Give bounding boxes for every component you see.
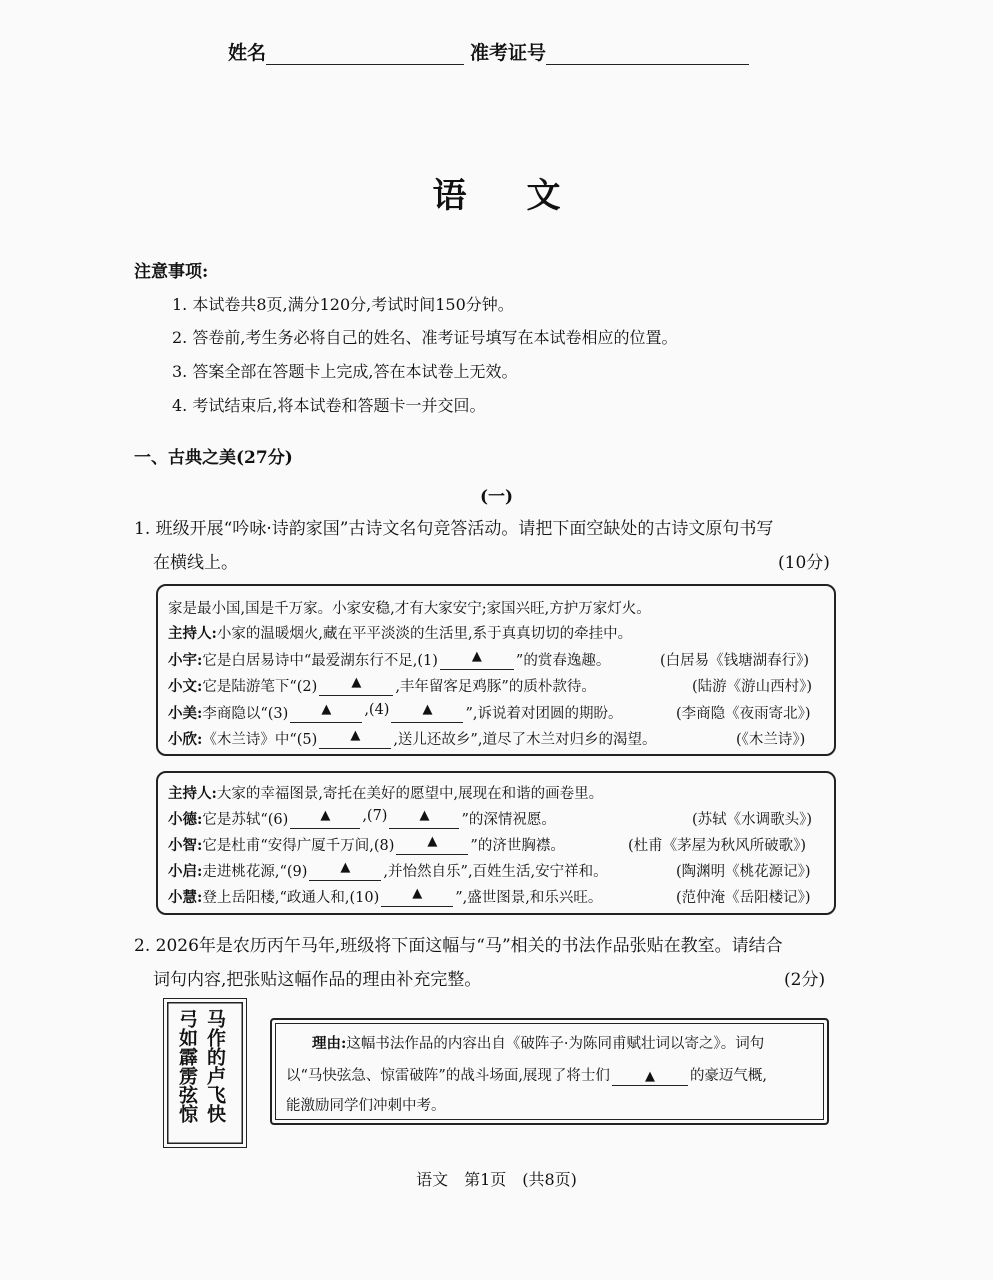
speaker: 小慧:	[168, 889, 203, 906]
row-text: ”的赏春逸趣。	[515, 653, 611, 669]
reason-line-3: 能激励同学们冲刺中考。	[286, 1098, 446, 1114]
speaker: 小文:	[168, 678, 203, 695]
speaker: 小宇:	[168, 652, 203, 669]
row-text: 李商隐以“(3)	[202, 706, 289, 722]
section-heading: 一、古典之美(27分)	[134, 448, 293, 468]
name-label: 姓名	[228, 42, 267, 64]
exam-no-label: 准考证号	[470, 42, 547, 64]
reason-line-1	[312, 1032, 764, 1053]
notice-item: 4. 考试结束后,将本试卷和答题卡一并交回。	[172, 396, 486, 415]
speaker: 小欣:	[168, 731, 203, 748]
answer-blank-6[interactable]: ▲	[290, 808, 360, 829]
row-text: 登上岳阳楼,“政通人和,(10)	[202, 890, 380, 906]
notice-heading: 注意事项:	[134, 262, 209, 282]
answer-blank-8[interactable]: ▲	[396, 834, 468, 855]
box2-row-4	[168, 886, 602, 907]
source-citation: (范仲淹《岳阳楼记》)	[676, 890, 811, 906]
answer-blank-q2[interactable]: ▲	[612, 1069, 688, 1086]
row-text: 它是陆游笔下“(2)	[202, 679, 318, 695]
box2-row-3	[168, 860, 608, 881]
row-text: ,丰年留客足鸡豚”的质朴款待。	[395, 679, 596, 695]
q1-points: (10分)	[778, 553, 830, 573]
calligraphy-artwork	[163, 998, 247, 1148]
row-text: ”,诉说着对团圆的期盼。	[465, 706, 623, 722]
answer-blank-5[interactable]: ▲	[319, 728, 391, 749]
row-text: 它是杜甫“安得广厦千万间,(8)	[202, 838, 395, 854]
q2-stem: 2. 2026年是农历丙午马年,班级将下面这幅与“马”相关的书法作品张贴在教室。请结合	[134, 936, 783, 956]
exam-header	[228, 38, 749, 65]
source-citation: (苏轼《水调歌头》)	[692, 812, 813, 828]
answer-blank-2[interactable]: ▲	[319, 675, 393, 696]
name-field[interactable]	[266, 44, 464, 65]
reason-text: 这幅书法作品的内容出自《破阵子·为陈同甫赋壮词以寄之》。词句	[346, 1036, 765, 1052]
speaker: 小德:	[168, 811, 203, 828]
box1-row-2	[168, 675, 596, 696]
row-text: ”,盛世图景,和乐兴旺。	[455, 890, 603, 906]
subsection-heading: (一)	[479, 487, 514, 507]
row-text: ”的深情祝愿。	[461, 812, 556, 828]
reason-box	[270, 1018, 829, 1125]
row-text: ,(7)	[362, 808, 388, 824]
row-text: 小家的温暖烟火,藏在平平淡淡的生活里,系于真真切切的牵挂中。	[216, 626, 633, 642]
row-text: ,(4)	[364, 702, 390, 718]
page-title: 语文	[432, 176, 621, 216]
source-citation: (《木兰诗》)	[736, 732, 806, 748]
q1-stem-cont: 在横线上。	[153, 553, 238, 573]
answer-blank-7[interactable]: ▲	[389, 808, 459, 829]
box2-host-row	[168, 782, 603, 803]
row-text: 大家的幸福图景,寄托在美好的愿望中,展现在和谐的画卷里。	[216, 786, 604, 802]
speaker: 小美:	[168, 705, 203, 722]
reason-text: 以“马快弦急、惊雷破阵”的战斗场面,展现了将士们	[286, 1068, 610, 1084]
box1-row-4	[168, 728, 656, 749]
row-text: ”的济世胸襟。	[470, 838, 565, 854]
exam-no-field[interactable]	[546, 44, 749, 65]
speaker: 主持人:	[168, 785, 217, 802]
source-citation: (陶渊明《桃花源记》)	[676, 864, 811, 880]
page-footer: 语文 第1页 (共8页)	[416, 1170, 577, 1189]
box1-host-row	[168, 622, 632, 643]
source-citation: (陆游《游山西村》)	[692, 679, 813, 695]
box1-intro	[168, 597, 651, 618]
q1-stem: 1. 班级开展“吟咏·诗韵家国”古诗文名句竞答活动。请把下面空缺处的古诗文原句书写	[134, 519, 774, 539]
speaker: 小启:	[168, 863, 203, 880]
speaker: 小智:	[168, 837, 203, 854]
source-citation: (李商隐《夜雨寄北》)	[676, 706, 811, 722]
reason-label: 理由:	[312, 1035, 347, 1052]
box1-row-3	[168, 702, 623, 723]
row-text: 走进桃花源,“(9)	[202, 864, 308, 880]
answer-blank-3[interactable]: ▲	[290, 702, 362, 723]
calligraphy-column: 弓如霹雳弦惊	[176, 1009, 198, 1123]
source-citation: (杜甫《茅屋为秋风所破歌》)	[628, 838, 807, 854]
reason-line-2	[286, 1064, 767, 1086]
speaker: 主持人:	[168, 625, 217, 642]
row-text: ,并怡然自乐”,百姓生活,安宁祥和。	[383, 864, 608, 880]
answer-blank-9[interactable]: ▲	[309, 860, 381, 881]
row-text: 《木兰诗》中“(5)	[202, 732, 318, 748]
notice-item: 3. 答案全部在答题卡上完成,答在本试卷上无效。	[172, 362, 518, 381]
notice-item: 2. 答卷前,考生务必将自己的姓名、准考证号填写在本试卷相应的位置。	[172, 328, 678, 347]
q2-stem-cont: 词句内容,把张贴这幅作品的理由补充完整。	[153, 970, 482, 990]
answer-blank-4[interactable]: ▲	[391, 702, 463, 723]
notice-item: 1. 本试卷共8页,满分120分,考试时间150分钟。	[172, 295, 514, 314]
reason-text: 的豪迈气概,	[689, 1068, 768, 1084]
intro-text: 家是最小国,国是千万家。小家安稳,才有大家安宁;家国兴旺,方护万家灯火。	[168, 601, 651, 617]
q2-points: (2分)	[784, 970, 826, 990]
box2-row-1	[168, 808, 556, 829]
answer-blank-10[interactable]: ▲	[381, 886, 453, 907]
box2-row-2	[168, 834, 565, 855]
row-text: ,送儿还故乡”,道尽了木兰对归乡的渴望。	[393, 732, 657, 748]
box1-row-1	[168, 649, 610, 670]
answer-blank-1[interactable]: ▲	[440, 649, 514, 670]
row-text: 它是白居易诗中“最爱湖东行不足,(1)	[202, 653, 438, 669]
source-citation: (白居易《钱塘湖春行》)	[660, 653, 810, 669]
calligraphy-column: 马作的卢飞快	[204, 1009, 226, 1123]
row-text: 它是苏轼“(6)	[202, 812, 289, 828]
